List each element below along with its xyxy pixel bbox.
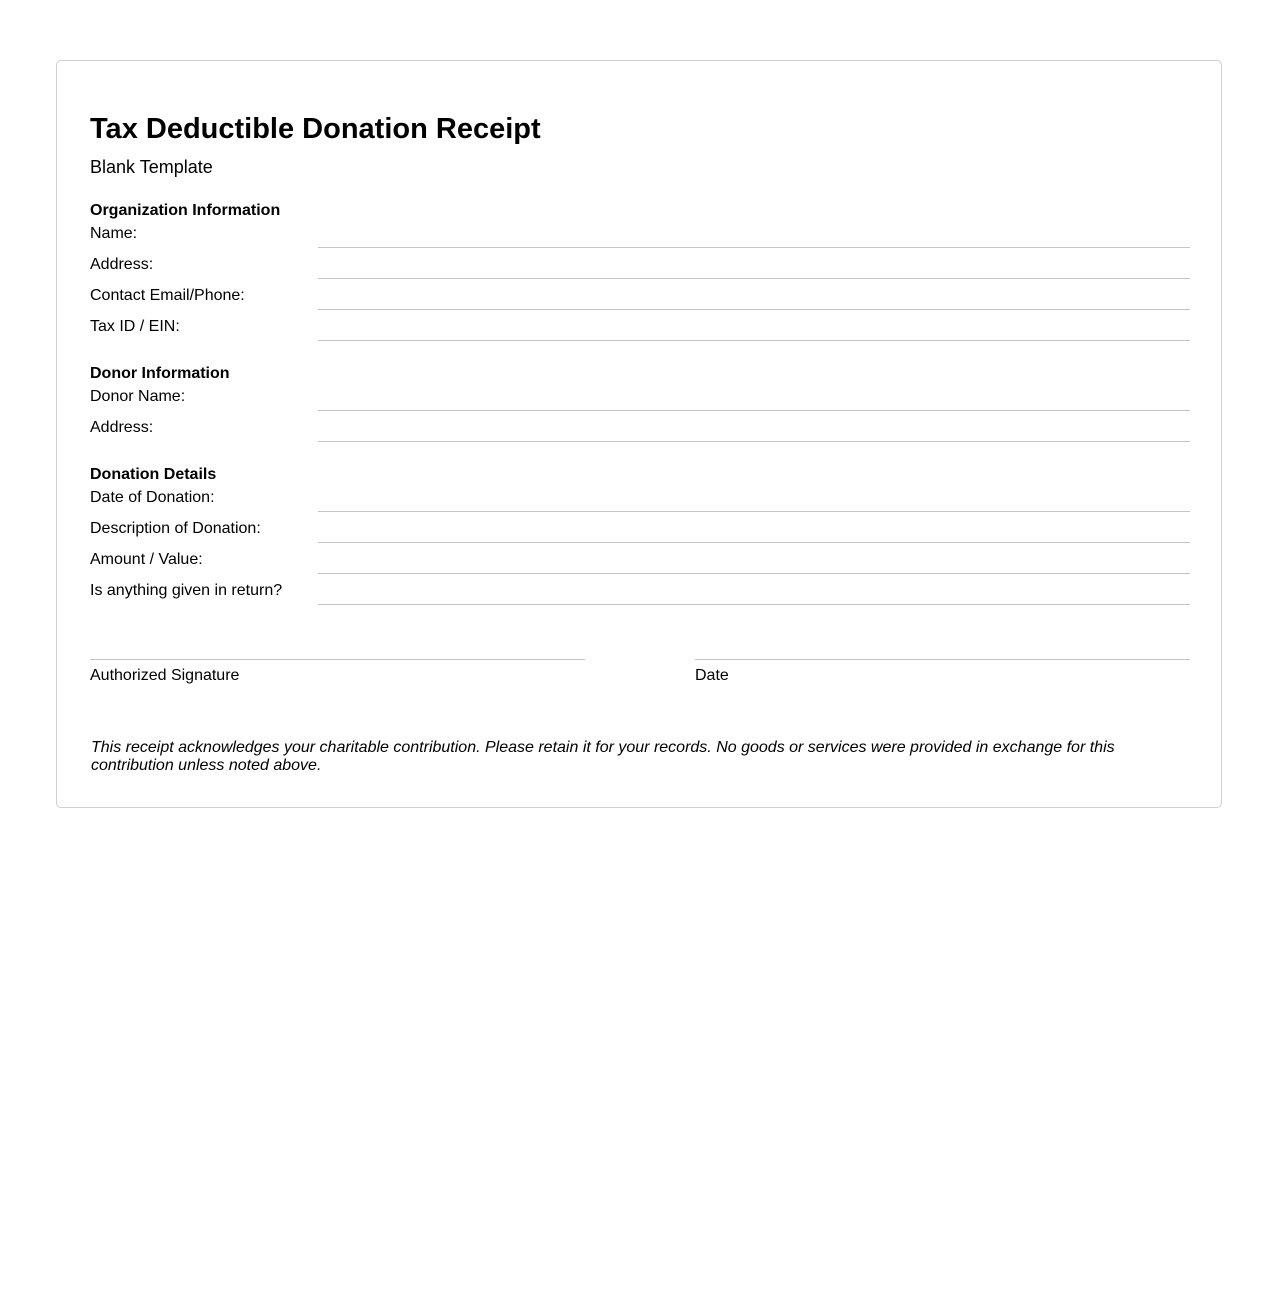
org-name-line[interactable] <box>318 247 1190 248</box>
donor-address-label: Address: <box>90 419 154 436</box>
receipt-footnote: This receipt acknowledges your charitable contribution. Please retain it for your records. No goods or services were provided in exchange for this contribution unless noted above. <box>91 739 1115 774</box>
section-heading-donor: Donor Information <box>90 365 230 382</box>
org-contact-label: Contact Email/Phone: <box>90 287 245 304</box>
donation-amount-label: Amount / Value: <box>90 551 203 568</box>
donor-name-line[interactable] <box>318 410 1190 411</box>
org-contact-line[interactable] <box>318 309 1190 310</box>
section-heading-donation: Donation Details <box>90 466 217 483</box>
donation-amount-line[interactable] <box>318 573 1190 574</box>
document-subtitle: Blank Template <box>90 157 213 177</box>
donation-description-line[interactable] <box>318 542 1190 543</box>
org-name-label: Name: <box>90 225 138 242</box>
org-address-line[interactable] <box>318 278 1190 279</box>
donation-description-label: Description of Donation: <box>90 520 261 537</box>
signature-label: Authorized Signature <box>90 667 240 684</box>
org-tax-id-label: Tax ID / EIN: <box>90 318 180 335</box>
donation-date-label: Date of Donation: <box>90 489 215 506</box>
org-tax-id-line[interactable] <box>318 340 1190 341</box>
donation-return-line[interactable] <box>318 604 1190 605</box>
document-title: Tax Deductible Donation Receipt <box>90 113 541 145</box>
donation-date-line[interactable] <box>318 511 1190 512</box>
donor-name-label: Donor Name: <box>90 388 186 405</box>
date-signature-line[interactable] <box>695 659 1190 660</box>
section-heading-organization: Organization Information <box>90 202 281 219</box>
receipt-card <box>56 60 1222 808</box>
signature-line[interactable] <box>90 659 585 660</box>
date-signature-label: Date <box>695 667 729 684</box>
donor-address-line[interactable] <box>318 441 1190 442</box>
donation-return-label: Is anything given in return? <box>90 582 283 599</box>
org-address-label: Address: <box>90 256 154 273</box>
